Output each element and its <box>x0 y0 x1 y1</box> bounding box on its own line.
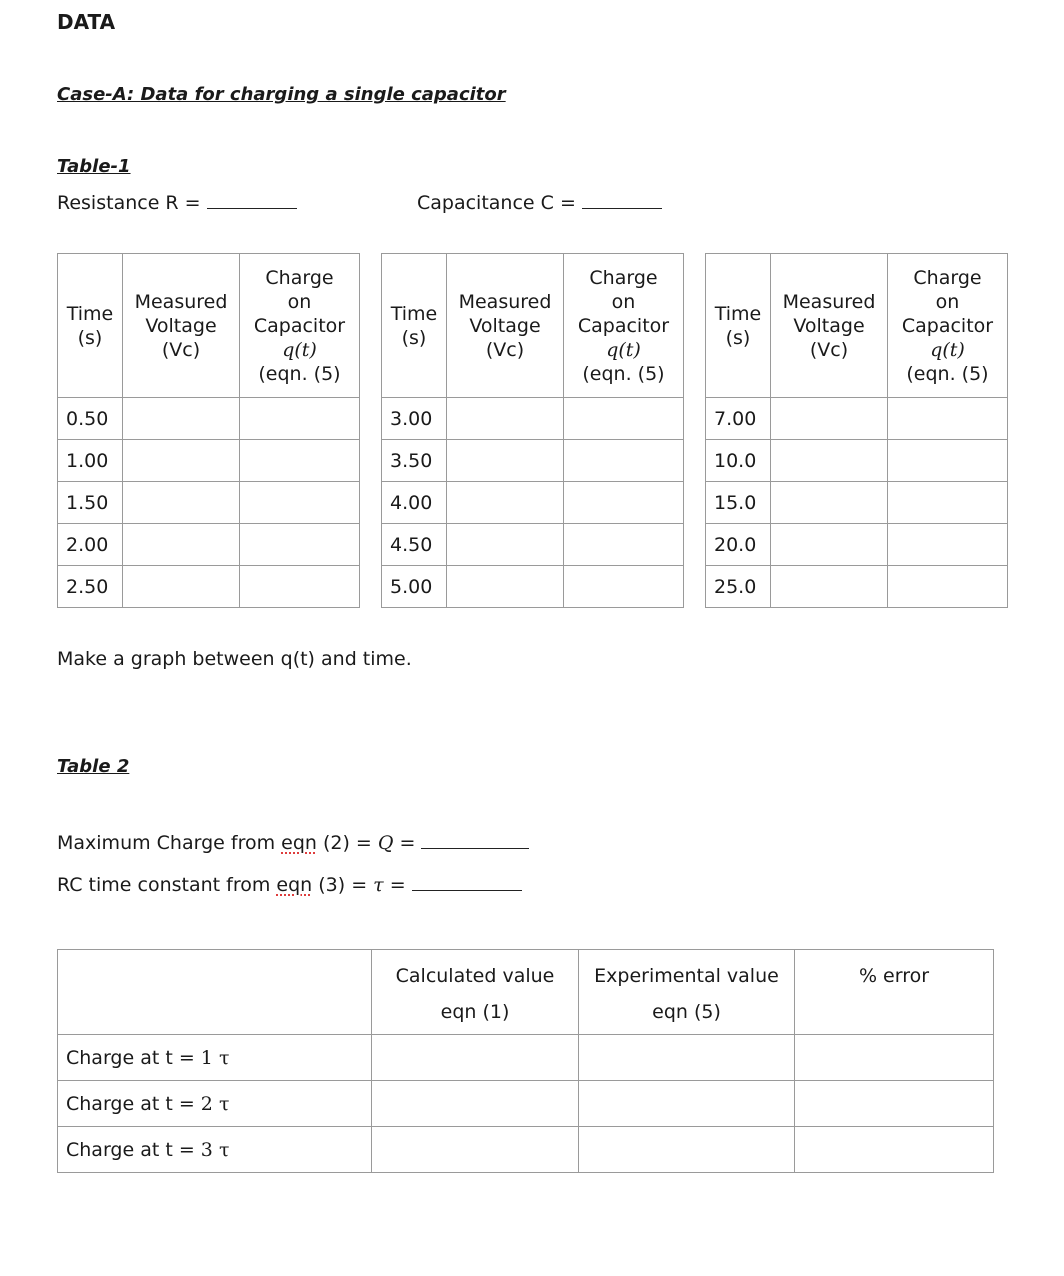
charge-cell[interactable] <box>888 482 1008 524</box>
voltage-cell[interactable] <box>447 440 564 482</box>
header-blank <box>58 950 372 1035</box>
time-cell: 20.0 <box>706 524 771 566</box>
charge-cell[interactable] <box>888 524 1008 566</box>
experimental-cell[interactable] <box>579 1035 795 1081</box>
charge-cell[interactable] <box>564 482 684 524</box>
charge-cell[interactable] <box>240 398 360 440</box>
voltage-cell[interactable] <box>771 398 888 440</box>
graph-instruction: Make a graph between q(t) and time. <box>57 648 412 670</box>
table1-group-b <box>381 253 684 608</box>
time-cell: 1.00 <box>58 440 123 482</box>
error-cell[interactable] <box>795 1127 994 1173</box>
header-voltage: Measured Voltage (Vc) <box>771 254 888 398</box>
header-error: % error <box>795 950 994 1035</box>
voltage-cell[interactable] <box>123 482 240 524</box>
charge-cell[interactable] <box>564 398 684 440</box>
voltage-cell[interactable] <box>771 524 888 566</box>
table1-title: Table-1 <box>57 156 131 177</box>
row-label: Charge at t = 3 τ <box>58 1127 372 1173</box>
time-cell: 3.00 <box>382 398 447 440</box>
header-voltage: Measured Voltage (Vc) <box>447 254 564 398</box>
calculated-cell[interactable] <box>372 1081 579 1127</box>
time-cell: 7.00 <box>706 398 771 440</box>
capacitance-line <box>417 192 662 214</box>
header-time: Time (s) <box>706 254 771 398</box>
error-cell[interactable] <box>795 1035 994 1081</box>
time-cell: 5.00 <box>382 566 447 608</box>
capacitance-blank[interactable] <box>582 207 662 209</box>
header-charge: Charge on Capacitor q(t) (eqn. (5) <box>240 254 360 398</box>
calculated-cell[interactable] <box>372 1127 579 1173</box>
voltage-cell[interactable] <box>771 440 888 482</box>
resistance-label: Resistance R = <box>57 192 201 214</box>
experimental-cell[interactable] <box>579 1081 795 1127</box>
time-cell: 10.0 <box>706 440 771 482</box>
time-cell: 3.50 <box>382 440 447 482</box>
table2-title: Table 2 <box>57 756 130 777</box>
calculated-cell[interactable] <box>372 1035 579 1081</box>
voltage-cell[interactable] <box>447 482 564 524</box>
time-cell: 1.50 <box>58 482 123 524</box>
row-label: Charge at t = 1 τ <box>58 1035 372 1081</box>
header-time: Time (s) <box>382 254 447 398</box>
resistance-blank[interactable] <box>207 207 297 209</box>
table2 <box>57 949 994 1173</box>
time-cell: 4.50 <box>382 524 447 566</box>
voltage-cell[interactable] <box>123 398 240 440</box>
table1-group-a <box>57 253 360 608</box>
charge-cell[interactable] <box>240 482 360 524</box>
header-time: Time (s) <box>58 254 123 398</box>
voltage-cell[interactable] <box>447 398 564 440</box>
time-cell: 2.00 <box>58 524 123 566</box>
voltage-cell[interactable] <box>447 524 564 566</box>
header-voltage: Measured Voltage (Vc) <box>123 254 240 398</box>
page-heading: DATA <box>57 10 116 34</box>
header-charge: Charge on Capacitor q(t) (eqn. (5) <box>888 254 1008 398</box>
charge-cell[interactable] <box>564 566 684 608</box>
charge-cell[interactable] <box>888 566 1008 608</box>
voltage-cell[interactable] <box>771 482 888 524</box>
charge-cell[interactable] <box>564 524 684 566</box>
resistance-line <box>57 192 297 214</box>
charge-cell[interactable] <box>888 440 1008 482</box>
charge-cell[interactable] <box>240 524 360 566</box>
experimental-cell[interactable] <box>579 1127 795 1173</box>
max-charge-line: Maximum Charge from eqn (2) = Q = <box>57 832 529 854</box>
charge-cell[interactable] <box>240 566 360 608</box>
voltage-cell[interactable] <box>771 566 888 608</box>
time-cell: 25.0 <box>706 566 771 608</box>
header-calculated: Calculated value eqn (1) <box>372 950 579 1035</box>
voltage-cell[interactable] <box>123 440 240 482</box>
voltage-cell[interactable] <box>123 566 240 608</box>
charge-cell[interactable] <box>564 440 684 482</box>
error-cell[interactable] <box>795 1081 994 1127</box>
time-cell: 15.0 <box>706 482 771 524</box>
charge-cell[interactable] <box>240 440 360 482</box>
rc-constant-line: RC time constant from eqn (3) = τ = <box>57 874 522 896</box>
time-cell: 4.00 <box>382 482 447 524</box>
time-cell: 2.50 <box>58 566 123 608</box>
voltage-cell[interactable] <box>447 566 564 608</box>
header-charge: Charge on Capacitor q(t) (eqn. (5) <box>564 254 684 398</box>
rc-constant-blank[interactable] <box>412 889 522 891</box>
header-experimental: Experimental value eqn (5) <box>579 950 795 1035</box>
capacitance-label: Capacitance C = <box>417 192 576 214</box>
voltage-cell[interactable] <box>123 524 240 566</box>
max-charge-blank[interactable] <box>421 847 529 849</box>
row-label: Charge at t = 2 τ <box>58 1081 372 1127</box>
case-title: Case-A: Data for charging a single capacitor <box>57 84 506 105</box>
table1-group-c <box>705 253 1008 608</box>
charge-cell[interactable] <box>888 398 1008 440</box>
time-cell: 0.50 <box>58 398 123 440</box>
